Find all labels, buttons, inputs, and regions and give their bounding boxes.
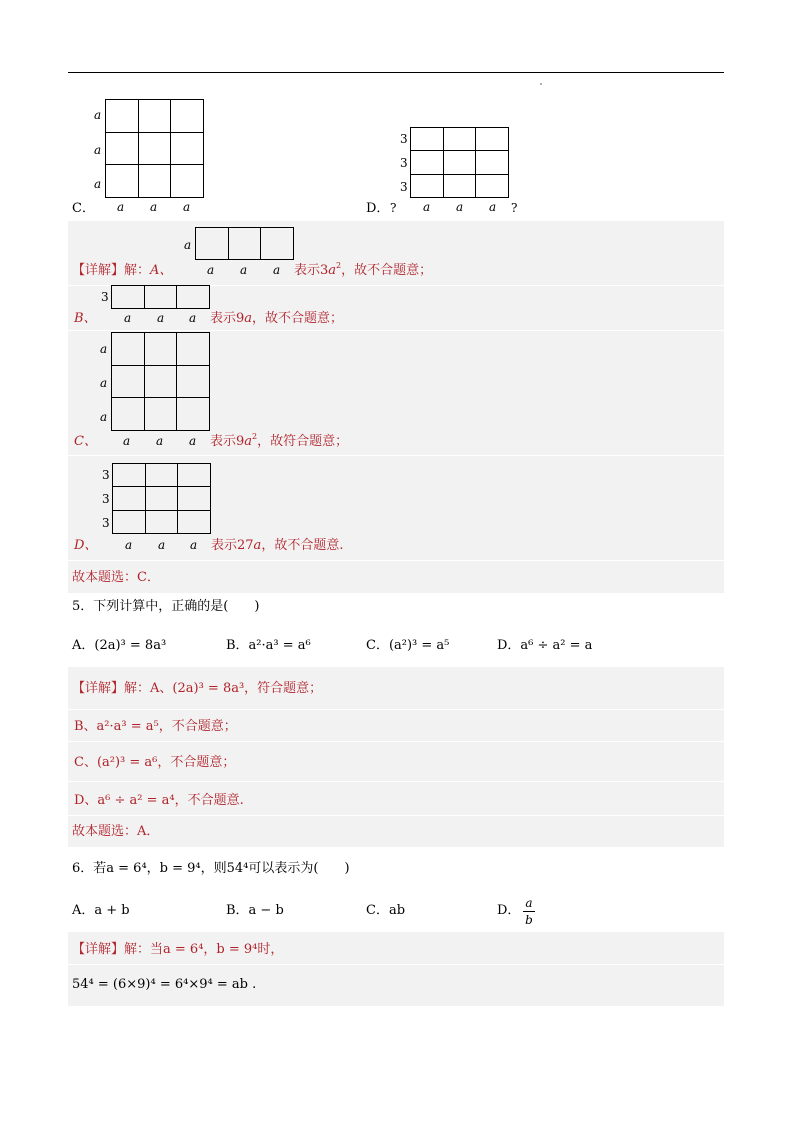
- grid-label: a: [94, 177, 102, 191]
- solution-a-grid: [195, 227, 294, 260]
- detail-bracket: 【详解】: [72, 263, 125, 278]
- q5-solution-line2: B、a²·a³ = a⁵，不合题意；: [74, 719, 237, 734]
- option-d-grid: [410, 127, 509, 198]
- option-b-label: B、: [74, 311, 97, 326]
- question-mark: ?: [511, 201, 518, 215]
- option-c-label: C．: [72, 201, 95, 216]
- q5-option-a: A．(2a)³ = 8a³: [72, 638, 167, 653]
- q6-stem: 6．若a = 6⁴，b = 9⁴，则54⁴可以表示为( ): [72, 861, 350, 876]
- option-c-label: C、: [74, 434, 97, 449]
- grid-label: a: [456, 200, 464, 214]
- solution-a-line: 【详解】解：A、: [72, 263, 173, 278]
- detail-bracket: 【详解】: [72, 942, 125, 957]
- grid-label: 3: [400, 132, 408, 146]
- solution-b-grid: [111, 285, 210, 309]
- solution-c-text: 表示$9a^2$，故符合题意；: [210, 432, 349, 449]
- header-dot: [540, 83, 542, 85]
- fraction-numerator: a: [525, 896, 533, 910]
- option-c-grid: [105, 99, 204, 198]
- grid-label: a: [184, 238, 192, 252]
- header-rule: [68, 72, 724, 73]
- q6-option-d-label: D．: [497, 903, 521, 918]
- grid-label: a: [94, 108, 102, 122]
- q6-option-d-fraction: [523, 896, 535, 927]
- solution-d-grid: [112, 463, 211, 534]
- fraction-denominator: b: [525, 913, 533, 927]
- solution-a-text: 表示$3a^2$，故不合题意；: [294, 261, 433, 278]
- q5-solution-line4: D、a⁶ ÷ a² = a⁴，不合题意.: [74, 793, 244, 808]
- q5-answer: 故本题选：A．: [72, 824, 160, 839]
- q6-solution-line2: 54⁴ = (6×9)⁴ = 6⁴×9⁴ = ab .: [72, 977, 257, 992]
- q4-answer: 故本题选：C．: [72, 570, 160, 585]
- solution-b-text: 表示9a，故不合题意；: [210, 311, 344, 326]
- q5-stem: 5．下列计算中，正确的是( ): [72, 599, 260, 614]
- grid-label: a: [117, 200, 125, 214]
- q6-solution-line1: 【详解】解：当a = 6⁴，b = 9⁴时，: [72, 942, 284, 957]
- q5-solution-line3: C、(a²)³ = a⁶，不合题意；: [74, 755, 236, 770]
- option-a-label: A、: [150, 263, 173, 278]
- grid-label: a: [150, 200, 158, 214]
- grid-label: a: [183, 200, 191, 214]
- solution-c-grid: [111, 332, 210, 431]
- grid-label: a: [423, 200, 431, 214]
- grid-label: 3: [400, 156, 408, 170]
- grid-label: a: [489, 200, 497, 214]
- grid-label: 3: [400, 180, 408, 194]
- grid-label: a: [94, 143, 102, 157]
- q6-option-b: B．a − b: [226, 903, 284, 918]
- q5-option-b: B．a²·a³ = a⁶: [226, 638, 311, 653]
- q5-option-d: D．a⁶ ÷ a² = a: [497, 638, 593, 653]
- solution-d-text: 表示27a，故不合题意.: [211, 538, 344, 553]
- q5-option-c: C．(a²)³ = a⁵: [366, 638, 450, 653]
- q6-option-c: C．ab: [366, 903, 406, 918]
- option-d-label: D．: [366, 201, 390, 216]
- detail-bracket: 【详解】: [72, 681, 125, 696]
- q5-solution-line1: 【详解】解：A、(2a)³ = 8a³，符合题意；: [72, 681, 323, 696]
- option-d-label: D、: [74, 538, 98, 553]
- q6-option-a: A．a + b: [72, 903, 130, 918]
- question-mark: ?: [390, 201, 397, 215]
